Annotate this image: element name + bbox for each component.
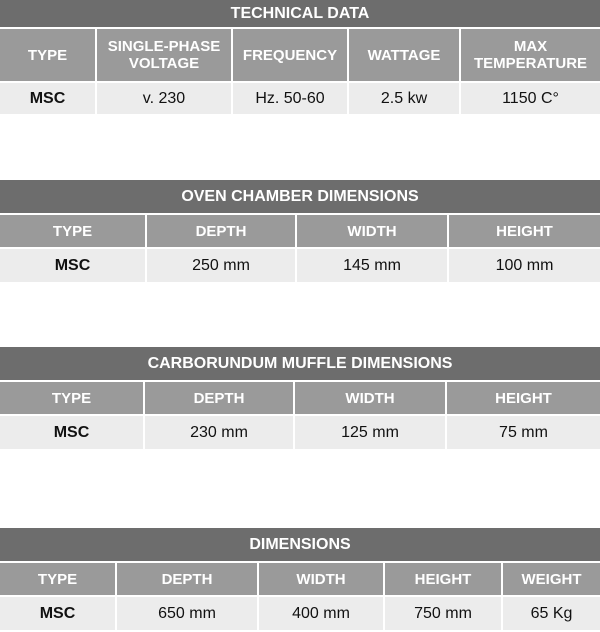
header-wattage: WATTAGE	[348, 28, 460, 82]
table-row	[0, 596, 600, 630]
dimensions-section	[0, 528, 600, 630]
cell-height: 75 mm	[446, 415, 600, 449]
cell-frequency: Hz. 50-60	[232, 82, 348, 114]
cell-weight: 65 Kg	[502, 596, 600, 630]
cell-wattage: 2.5 kw	[348, 82, 460, 114]
header-max-temperature: MAX TEMPERATURE	[460, 28, 600, 82]
technical-data-table	[0, 27, 600, 114]
header-height: HEIGHT	[384, 562, 502, 596]
header-height: HEIGHT	[448, 214, 600, 248]
cell-depth: 650 mm	[116, 596, 258, 630]
header-type: TYPE	[0, 381, 144, 415]
technical-data-section	[0, 0, 600, 114]
cell-type: MSC	[0, 248, 146, 282]
cell-type: MSC	[0, 82, 96, 114]
oven-chamber-section	[0, 180, 600, 282]
header-type: TYPE	[0, 562, 116, 596]
dimensions-title: DIMENSIONS	[0, 528, 600, 561]
oven-chamber-title: OVEN CHAMBER DIMENSIONS	[0, 180, 600, 213]
header-depth: DEPTH	[144, 381, 294, 415]
cell-width: 145 mm	[296, 248, 448, 282]
header-width: WIDTH	[296, 214, 448, 248]
header-type: TYPE	[0, 214, 146, 248]
muffle-title: CARBORUNDUM MUFFLE DIMENSIONS	[0, 347, 600, 380]
cell-type: MSC	[0, 596, 116, 630]
header-weight: WEIGHT	[502, 562, 600, 596]
table-row	[0, 415, 600, 449]
header-frequency: FREQUENCY	[232, 28, 348, 82]
header-single-phase-voltage: SINGLE-PHASE VOLTAGE	[96, 28, 232, 82]
cell-type: MSC	[0, 415, 144, 449]
header-depth: DEPTH	[116, 562, 258, 596]
header-width: WIDTH	[258, 562, 384, 596]
technical-data-title: TECHNICAL DATA	[0, 0, 600, 27]
dimensions-table	[0, 561, 600, 630]
header-depth: DEPTH	[146, 214, 296, 248]
header-width: WIDTH	[294, 381, 446, 415]
cell-width: 125 mm	[294, 415, 446, 449]
table-row	[0, 248, 600, 282]
cell-voltage: v. 230	[96, 82, 232, 114]
oven-chamber-table	[0, 213, 600, 282]
header-height: HEIGHT	[446, 381, 600, 415]
muffle-table	[0, 380, 600, 449]
header-type: TYPE	[0, 28, 96, 82]
table-row	[0, 82, 600, 114]
muffle-section	[0, 347, 600, 449]
cell-height: 750 mm	[384, 596, 502, 630]
cell-max-temperature: 1150 C°	[460, 82, 600, 114]
cell-height: 100 mm	[448, 248, 600, 282]
cell-depth: 250 mm	[146, 248, 296, 282]
cell-width: 400 mm	[258, 596, 384, 630]
cell-depth: 230 mm	[144, 415, 294, 449]
